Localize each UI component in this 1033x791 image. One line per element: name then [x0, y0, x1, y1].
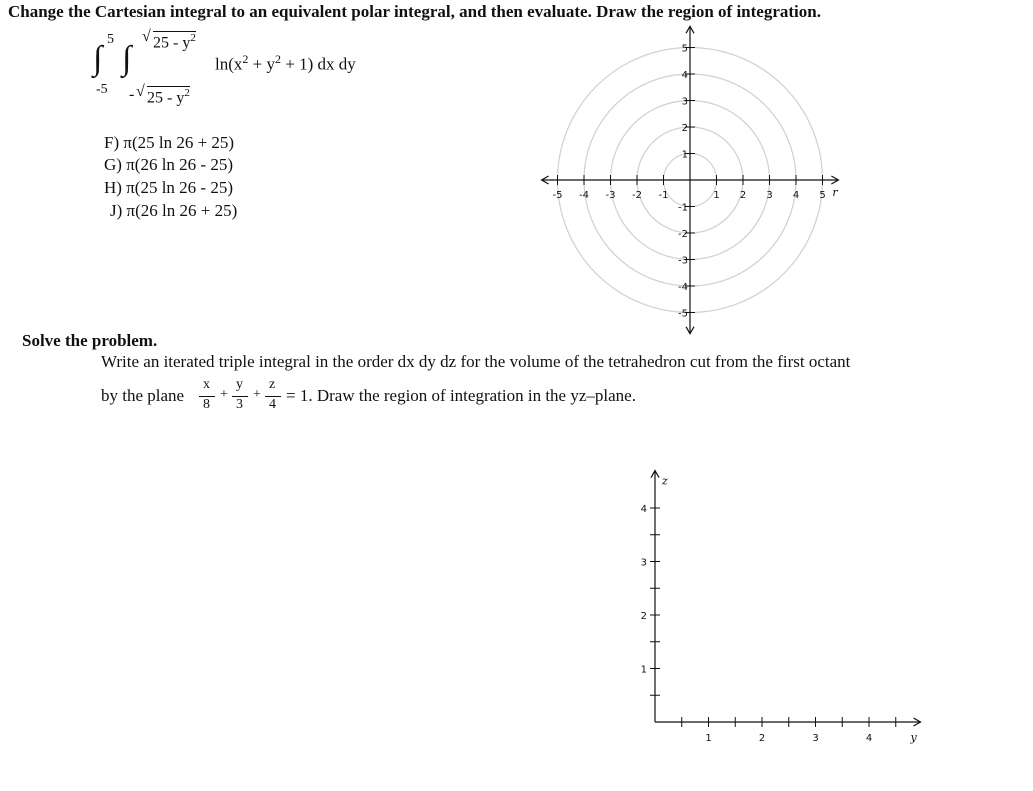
- yz-z-tick-label: 2: [640, 611, 647, 622]
- yz-axis-label-z: z: [662, 474, 668, 488]
- polar-axis-label-r: r: [832, 186, 838, 199]
- polar-x-tick-label: -1: [658, 190, 669, 201]
- polar-y-tick-label: 5: [681, 43, 688, 55]
- plus-sign-2: +: [253, 387, 261, 402]
- polar-y-tick-label: -3: [678, 255, 688, 267]
- frac2-numerator: y: [236, 377, 243, 392]
- frac3-denominator: 4: [269, 397, 276, 412]
- yz-z-tick-label: 1: [640, 664, 647, 676]
- yz-axis-label-y: y: [910, 731, 917, 744]
- frac3-numerator: z: [269, 377, 276, 392]
- polar-x-tick-label: -4: [579, 190, 589, 201]
- yz-y-tick-label: 1: [705, 733, 712, 744]
- integrand: $\ln(x^2 + y^2 + 1)$ dx dy: [215, 52, 356, 74]
- plus-sign-1: +: [220, 387, 228, 402]
- polar-x-tick-label: 2: [739, 190, 747, 201]
- polar-y-tick-label: -4: [678, 282, 688, 293]
- plane-suffix: = 1. Draw the region of integration in the yz–plane.: [286, 386, 636, 405]
- yz-z-tick-label: 4: [640, 504, 647, 515]
- inner-lower-sign: -: [129, 86, 135, 103]
- outer-integral-sign: ∫: [93, 40, 103, 77]
- inner-lower-radical: √: [136, 83, 145, 100]
- choice-g[interactable]: G) π(26 ln 26 - 25): [104, 155, 233, 174]
- polar-y-tick-label: 3: [681, 96, 688, 108]
- outer-upper-limit: 5: [107, 32, 114, 47]
- polar-y-tick-label: 4: [681, 70, 688, 81]
- plane-prefix: by the plane: [101, 386, 185, 405]
- polar-y-tick-label: 2: [681, 123, 688, 134]
- polar-x-tick-label: 4: [792, 190, 800, 201]
- yz-y-tick-label: 4: [865, 733, 873, 744]
- frac2-denominator: 3: [236, 397, 243, 412]
- yz-y-tick-label: 3: [812, 733, 819, 744]
- inner-lower-limit: $25 - y^2$: [147, 87, 190, 107]
- choice-j[interactable]: J) π(26 ln 26 + 25): [110, 201, 238, 220]
- polar-y-tick-label: -2: [678, 229, 688, 240]
- polar-x-tick-label: 5: [819, 190, 826, 201]
- polar-y-tick-label: -1: [678, 202, 688, 214]
- frac1-numerator: x: [203, 377, 210, 392]
- inner-upper-limit: $25 - y^2$: [153, 32, 196, 52]
- polar-x-tick-label: -5: [552, 190, 563, 201]
- frac1-denominator: 8: [203, 397, 210, 412]
- inner-integral-sign: ∫: [122, 40, 132, 77]
- choice-h[interactable]: H) π(25 ln 26 - 25): [104, 178, 233, 197]
- polar-x-tick-label: 1: [713, 190, 720, 201]
- inner-upper-radical: √: [142, 28, 151, 45]
- polar-x-tick-label: -3: [605, 190, 616, 201]
- problem2-heading: Solve the problem.: [22, 331, 158, 350]
- yz-z-tick-label: 3: [640, 557, 647, 569]
- problem2-text-line1: Write an iterated triple integral in the order dx dy dz for the volume of the tetrahedron cut from the first octant: [101, 352, 851, 371]
- polar-x-tick-label: 3: [766, 190, 773, 201]
- problem1-instruction: Change the Cartesian integral to an equivalent polar integral, and then evaluate. Draw the region of integration.: [8, 2, 821, 21]
- polar-y-tick-label: -5: [678, 308, 688, 320]
- polar-y-tick-label: 1: [681, 149, 688, 161]
- yz-y-tick-label: 2: [758, 733, 766, 744]
- choice-f[interactable]: F) π(25 ln 26 + 25): [104, 133, 235, 152]
- outer-lower-limit: -5: [96, 82, 108, 97]
- polar-x-tick-label: -2: [632, 190, 642, 201]
